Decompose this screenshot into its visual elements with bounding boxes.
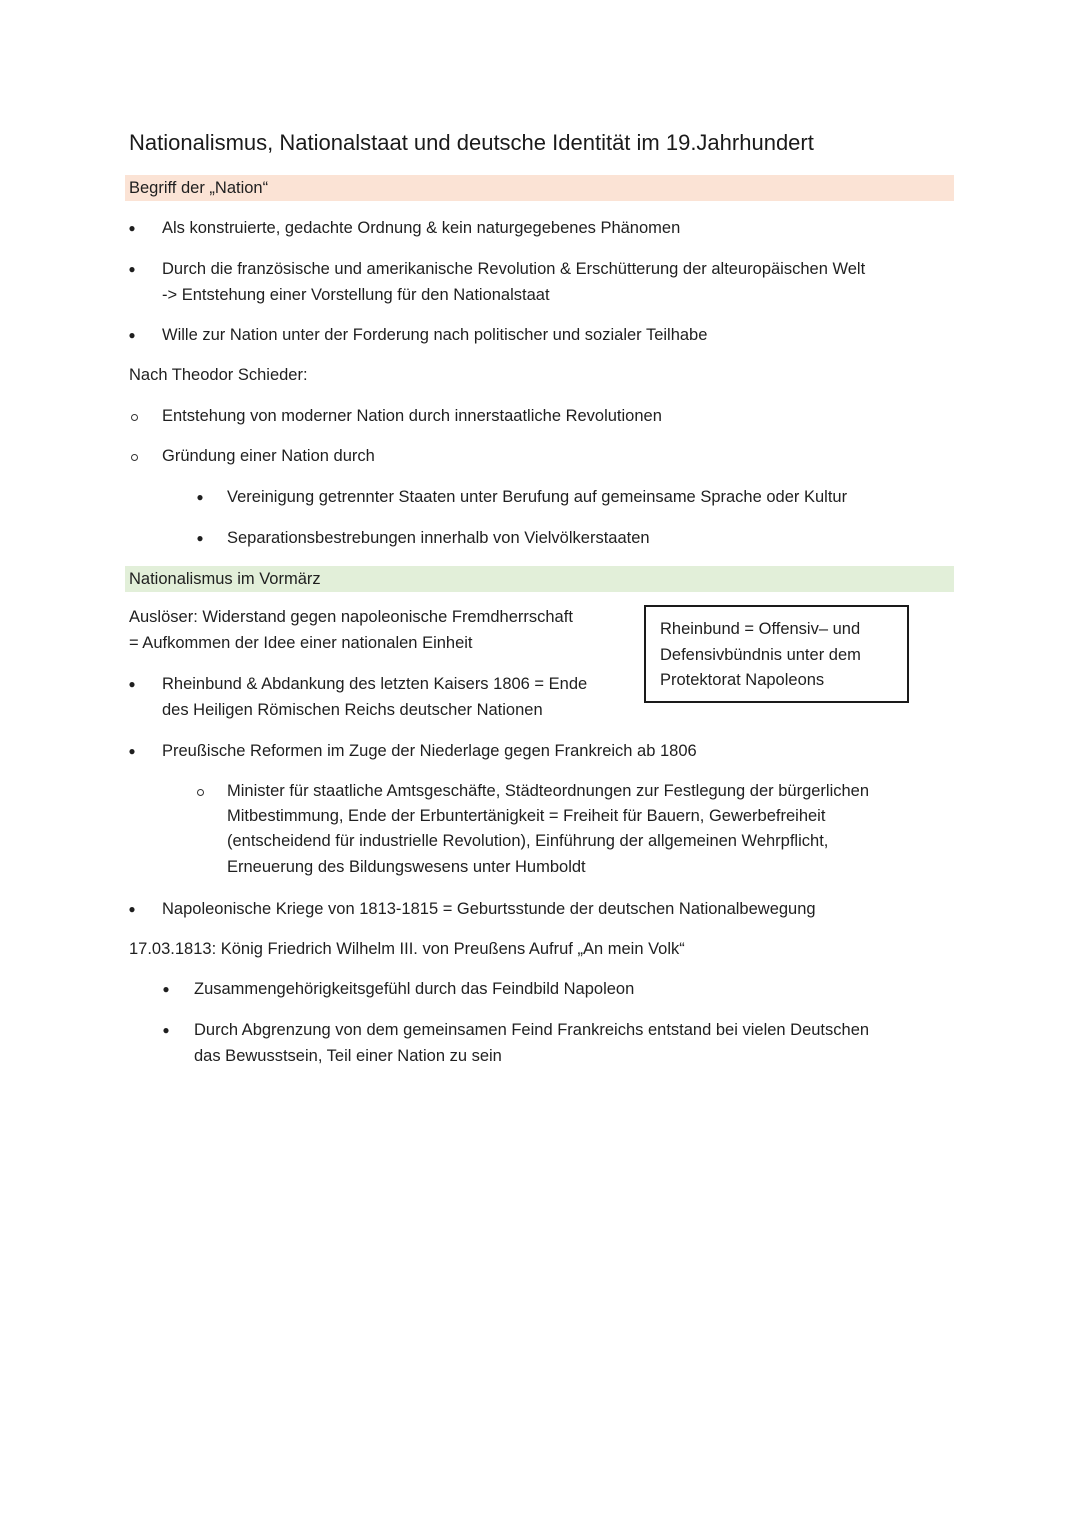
list-item-continuation: Erneuerung des Bildungswesens unter Humboldt: [227, 858, 586, 876]
list-item: Preußische Reformen im Zuge der Niederlage gegen Frankreich ab 1806: [162, 742, 697, 760]
circle-bullet: [197, 789, 204, 796]
list-item: Minister für staatliche Amtsgeschäfte, Städteordnungen zur Festlegung der bürgerlichen: [227, 782, 870, 800]
rheinbund-info-box: [644, 605, 909, 703]
section-heading-vormaerz: Nationalismus im Vormärz: [125, 566, 954, 592]
bullet-dot: ●: [196, 490, 204, 504]
bullet-dot: ●: [128, 744, 136, 758]
page-title: Nationalismus, Nationalstaat und deutsche Identität im 19.Jahrhundert: [129, 130, 814, 155]
list-item-continuation: das Bewusstsein, Teil einer Nation zu sein: [194, 1047, 502, 1065]
info-box-line: Rheinbund = Offensiv– und: [660, 620, 861, 638]
circle-bullet: [131, 414, 138, 421]
trigger-text: = Aufkommen der Idee einer nationalen Einheit: [129, 634, 473, 652]
schieder-label: Nach Theodor Schieder:: [129, 366, 308, 384]
list-item-continuation: -> Entstehung einer Vorstellung für den Nationalstaat: [162, 286, 550, 304]
list-item: Gründung einer Nation durch: [162, 447, 375, 465]
list-item: Entstehung von moderner Nation durch innerstaatliche Revolutionen: [162, 407, 662, 425]
list-item: Als konstruierte, gedachte Ordnung & kein naturgegebenes Phänomen: [162, 219, 681, 237]
bullet-dot: ●: [128, 677, 136, 691]
section-heading-nation: Begriff der „Nation“: [125, 175, 954, 201]
bullet-dot: ●: [128, 221, 136, 235]
list-item: Napoleonische Kriege von 1813-1815 = Geburtsstunde der deutschen Nationalbewegung: [162, 900, 816, 918]
list-item-continuation: des Heiligen Römischen Reichs deutscher Nationen: [162, 701, 543, 719]
appeal-text: 17.03.1813: König Friedrich Wilhelm III. von Preußens Aufruf „An mein Volk“: [129, 940, 685, 958]
list-item: Durch die französische und amerikanische Revolution & Erschütterung der alteuropäischen Welt: [162, 260, 866, 278]
bullet-dot: ●: [162, 1023, 170, 1037]
list-item: Separationsbestrebungen innerhalb von Vielvölkerstaaten: [227, 529, 650, 547]
list-item: Zusammengehörigkeitsgefühl durch das Feindbild Napoleon: [194, 980, 635, 998]
bullet-dot: ●: [128, 262, 136, 276]
list-item: Vereinigung getrennter Staaten unter Berufung auf gemeinsame Sprache oder Kultur: [227, 488, 848, 506]
bullet-dot: ●: [162, 982, 170, 996]
list-item: Wille zur Nation unter der Forderung nach politischer und sozialer Teilhabe: [162, 326, 708, 344]
list-item-continuation: Mitbestimmung, Ende der Erbuntertänigkeit = Freiheit für Bauern, Gewerbefreiheit: [227, 807, 826, 825]
bullet-dot: ●: [128, 902, 136, 916]
info-box-line: Defensivbündnis unter dem: [660, 645, 861, 664]
bullet-dot: ●: [196, 531, 204, 545]
list-item-continuation: (entscheidend für industrielle Revolution), Einführung der allgemeinen Wehrpflicht,: [227, 832, 829, 850]
circle-bullet: [131, 454, 138, 461]
list-item: Rheinbund & Abdankung des letzten Kaisers 1806 = Ende: [162, 675, 588, 693]
info-box-line: Protektorat Napoleons: [660, 671, 825, 689]
bullet-dot: ●: [128, 328, 136, 342]
list-item: Durch Abgrenzung von dem gemeinsamen Feind Frankreichs entstand bei vielen Deutschen: [194, 1021, 870, 1039]
trigger-text: Auslöser: Widerstand gegen napoleonische Fremdherrschaft: [129, 608, 573, 626]
